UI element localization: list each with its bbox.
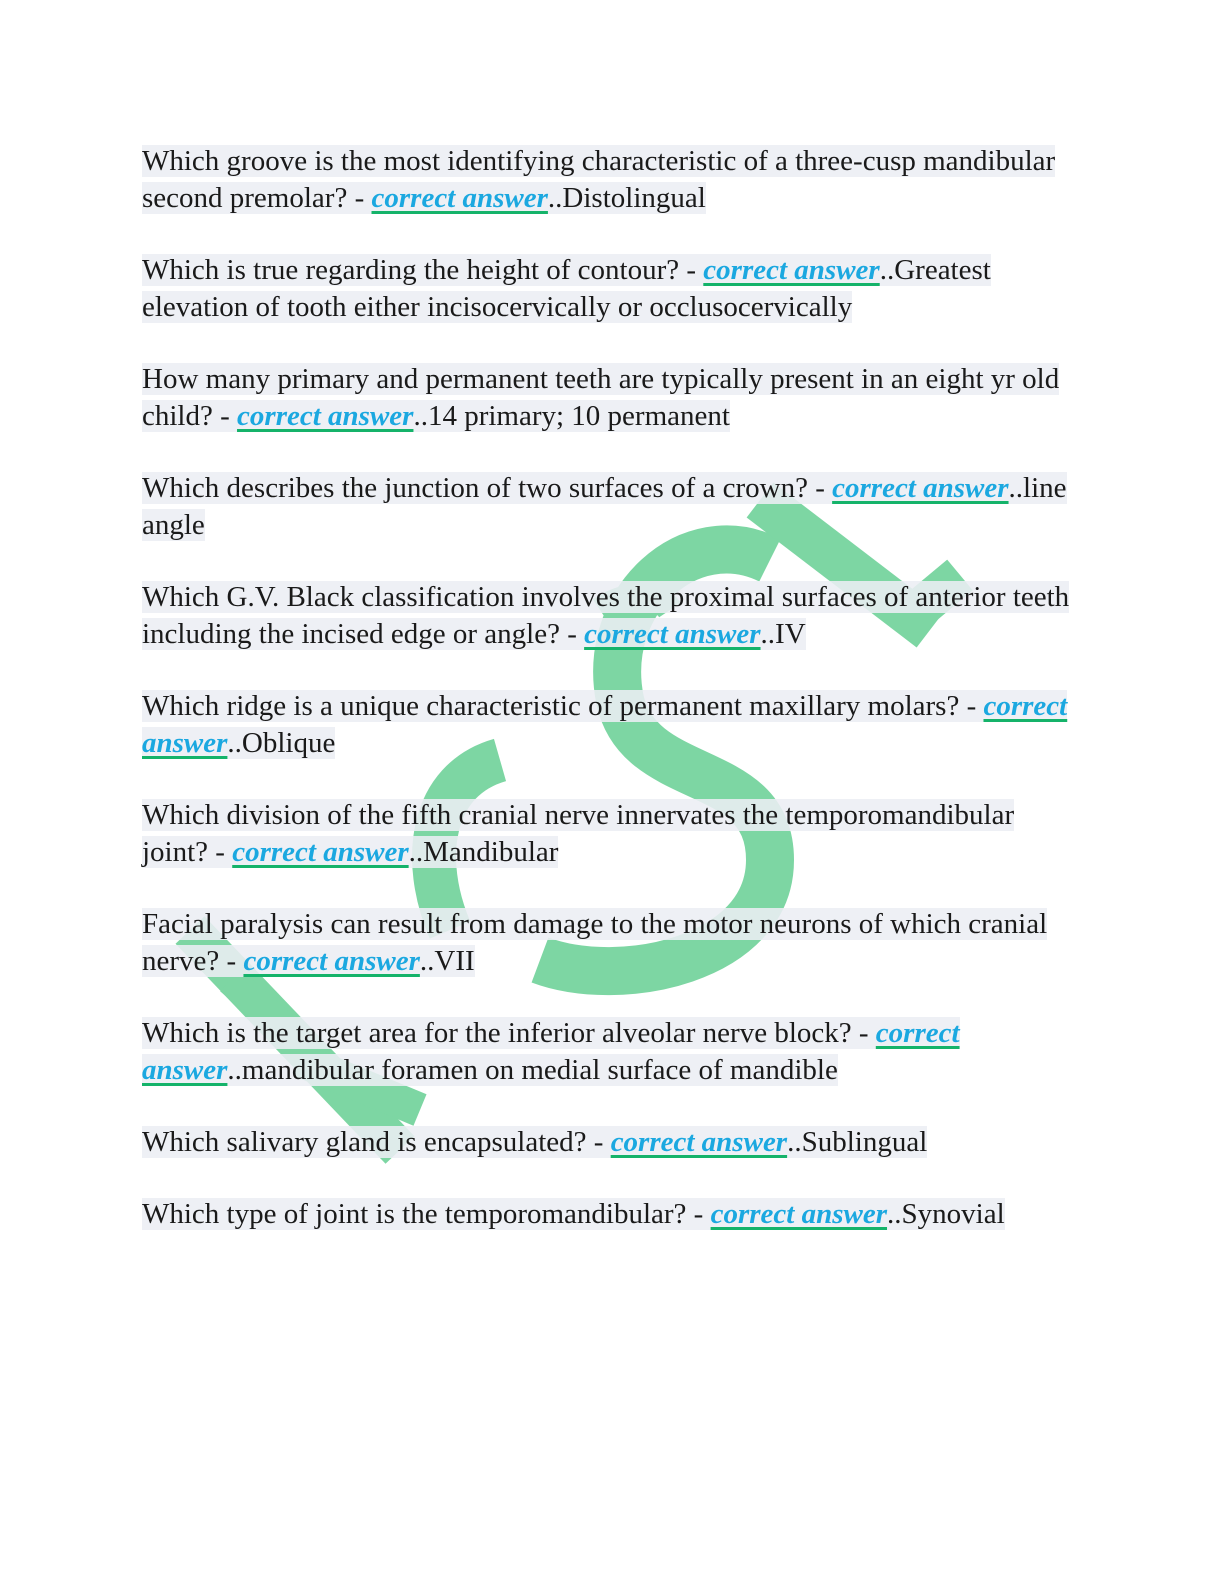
- answer-text: Synovial: [901, 1198, 1005, 1230]
- question-text: Which is the target area for the inferior alveolar nerve block?: [142, 1017, 852, 1049]
- answer-prefix: ..: [408, 836, 424, 868]
- qa-item: [142, 1015, 1082, 1089]
- answer-prefix: ..: [1008, 472, 1024, 504]
- separator: -: [208, 836, 233, 868]
- separator: -: [679, 254, 704, 286]
- qa-item: [142, 688, 1082, 762]
- question-text: How many primary and permanent teeth are typically present in an eight yr old child?: [142, 363, 1060, 432]
- separator: -: [807, 472, 833, 504]
- answer-text: 14 primary; 10 permanent: [427, 400, 730, 432]
- answer-prefix: ..: [547, 182, 563, 214]
- answer-text: Greatest elevation of tooth either incisocervically or occlusocervically: [142, 254, 991, 323]
- question-text: Facial paralysis can result from damage to the motor neurons of which cranial nerve?: [142, 908, 1048, 977]
- separator: -: [559, 618, 585, 650]
- answer-prefix: ..: [419, 945, 435, 977]
- qa-item: [142, 797, 1082, 871]
- answer-text: line angle: [142, 472, 1067, 541]
- qa-item: [142, 579, 1082, 653]
- answer-prefix: ..: [413, 400, 428, 432]
- answer-text: VII: [434, 945, 475, 977]
- question-text: Which is true regarding the height of contour?: [142, 254, 680, 286]
- separator: -: [851, 1017, 876, 1049]
- qa-item: [142, 470, 1082, 544]
- qa-item: [142, 906, 1082, 980]
- answer-label: correct answer: [371, 182, 548, 214]
- question-text: Which groove is the most identifying characteristic of a three-cusp mandibular second premolar?: [142, 145, 1056, 214]
- separator: -: [686, 1198, 711, 1230]
- qa-item: [142, 1124, 1082, 1161]
- question-text: Which ridge is a unique characteristic of permanent maxillary molars?: [142, 690, 960, 722]
- answer-label: correct answer: [584, 618, 761, 650]
- answer-text: mandibular foramen on medial surface of mandible: [241, 1054, 838, 1086]
- answer-text: Oblique: [241, 727, 336, 759]
- answer-prefix: ..: [227, 727, 242, 759]
- answer-label: correct answer: [610, 1126, 788, 1158]
- question-text: Which describes the junction of two surfaces of a crown?: [142, 472, 808, 504]
- answer-label: correct answer: [237, 400, 414, 432]
- answer-label: correct answer: [243, 945, 420, 977]
- qa-item: [142, 143, 1082, 217]
- separator: -: [347, 182, 372, 214]
- answer-label: correct answer: [710, 1198, 888, 1230]
- answer-prefix: ..: [760, 618, 776, 650]
- answer-prefix: ..: [887, 1198, 902, 1230]
- separator: -: [212, 400, 238, 432]
- answer-text: IV: [775, 618, 806, 650]
- answer-text: Sublingual: [801, 1126, 928, 1158]
- question-text: Which division of the fifth cranial nerve innervates the temporomandibular joint?: [142, 799, 1015, 868]
- answer-label: correct answer: [703, 254, 880, 286]
- question-text: Which G.V. Black classification involves the proximal surfaces of anterior teeth including the incised edge or angle?: [142, 581, 1070, 650]
- answer-label: correct answer: [832, 472, 1009, 504]
- answer-prefix: ..: [879, 254, 895, 286]
- answer-label: correct answer: [142, 1017, 960, 1086]
- answer-prefix: ..: [227, 1054, 242, 1086]
- qa-item: [142, 252, 1082, 326]
- answer-text: Distolingual: [562, 182, 706, 214]
- answer-text: Mandibular: [423, 836, 559, 868]
- answer-label: correct answer: [232, 836, 409, 868]
- qa-list: [142, 143, 1082, 1268]
- qa-item: [142, 1196, 1082, 1233]
- question-text: Which salivary gland is encapsulated?: [142, 1126, 587, 1158]
- answer-label: correct answer: [142, 690, 1068, 759]
- qa-item: [142, 361, 1082, 435]
- question-text: Which type of joint is the temporomandibular?: [142, 1198, 687, 1230]
- separator: -: [586, 1126, 611, 1158]
- separator: -: [219, 945, 244, 977]
- answer-prefix: ..: [787, 1126, 802, 1158]
- separator: -: [959, 690, 984, 722]
